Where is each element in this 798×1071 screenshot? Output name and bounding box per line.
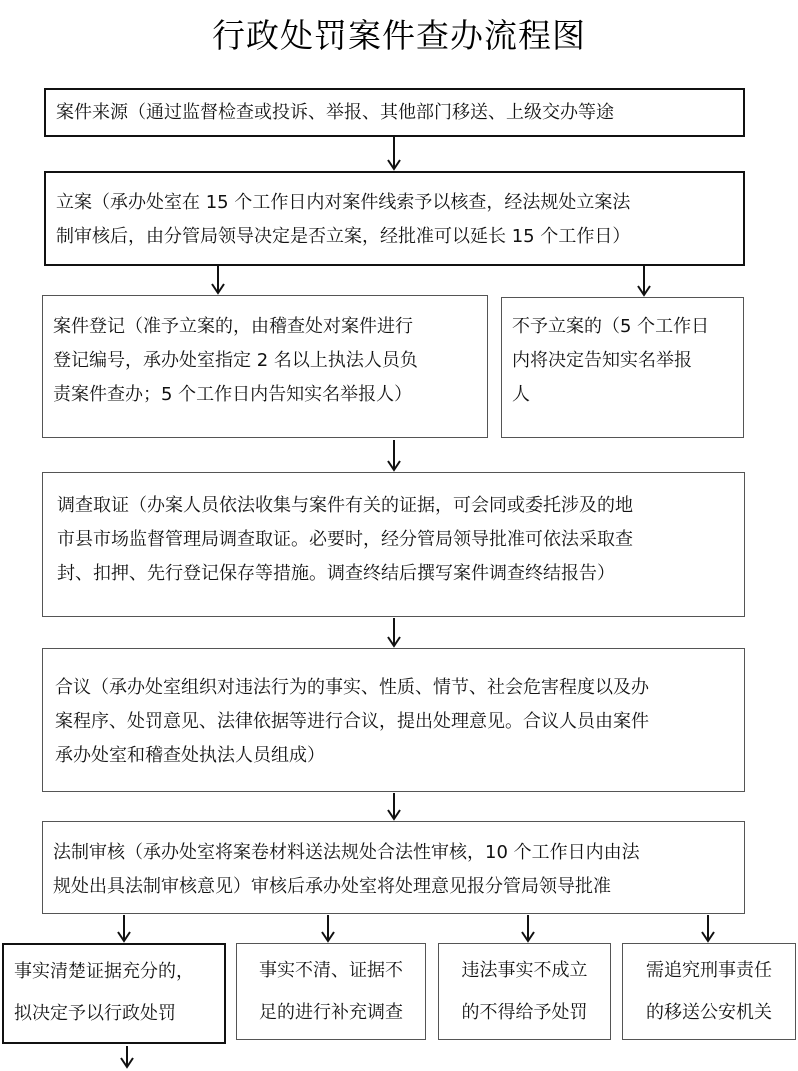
outcome-transfer-to-police: 需追究刑事责任 的移送公安机关 (622, 943, 796, 1040)
outcome-supplementary-investigation: 事实不清、证据不 足的进行补充调查 (236, 943, 426, 1040)
arrow-review-to-outcome-4 (702, 915, 714, 941)
arrow-deliberation-to-legal-review (388, 793, 400, 819)
step-deliberation: 合议（承办处室组织对违法行为的事实、性质、情节、社会危害程度以及办 案程序、处罚意见、法律依据等进行合议，提出处理意见。合议人员由案件 承办处室和稽查处执法人员组成） (42, 648, 745, 792)
arrow-review-to-outcome-2 (322, 915, 334, 941)
arrow-outcome-1-next (121, 1046, 133, 1067)
arrow-filing-to-not-filed (638, 266, 650, 295)
step-not-filed: 不予立案的（5 个工作日 内将决定告知实名举报 人 (501, 297, 744, 438)
step-legal-review: 法制审核（承办处室将案卷材料送法规处合法性审核，10 个工作日内由法 规处出具法制审核意见）审核后承办处室将处理意见报分管局领导批准 (42, 821, 745, 914)
arrow-investigation-to-deliberation (388, 618, 400, 646)
step-case-filing: 立案（承办处室在 15 个工作日内对案件线索予以核查，经法规处立案法 制审核后，由分管局领导决定是否立案，经批准可以延长 15 个工作日） (44, 171, 745, 266)
arrow-review-to-outcome-3 (522, 915, 534, 941)
step-case-registration: 案件登记（准予立案的，由稽查处对案件进行 登记编号，承办处室指定 2 名以上执法人员负 责案件查办；5 个工作日内告知实名举报人） (42, 295, 488, 438)
arrow-filing-to-registration (212, 266, 224, 293)
outcome-no-penalty: 违法事实不成立 的不得给予处罚 (438, 943, 611, 1040)
arrow-review-to-outcome-1 (118, 915, 130, 941)
page-title: 行政处罚案件查办流程图 (212, 16, 586, 55)
step-case-source: 案件来源（通过监督检查或投诉、举报、其他部门移送、上级交办等途 (44, 88, 745, 137)
arrow-registration-to-investigation (388, 440, 400, 470)
step-investigation: 调查取证（办案人员依法收集与案件有关的证据，可会同或委托涉及的地 市县市场监督管理局调查取证。必要时，经分管局领导批准可依法采取查 封、扣押、先行登记保存等措施。调查终结后撰写案件调查终结报告） (42, 472, 745, 617)
arrow-source-to-filing (388, 137, 400, 169)
outcome-administrative-penalty: 事实清楚证据充分的， 拟决定予以行政处罚 (2, 943, 226, 1044)
